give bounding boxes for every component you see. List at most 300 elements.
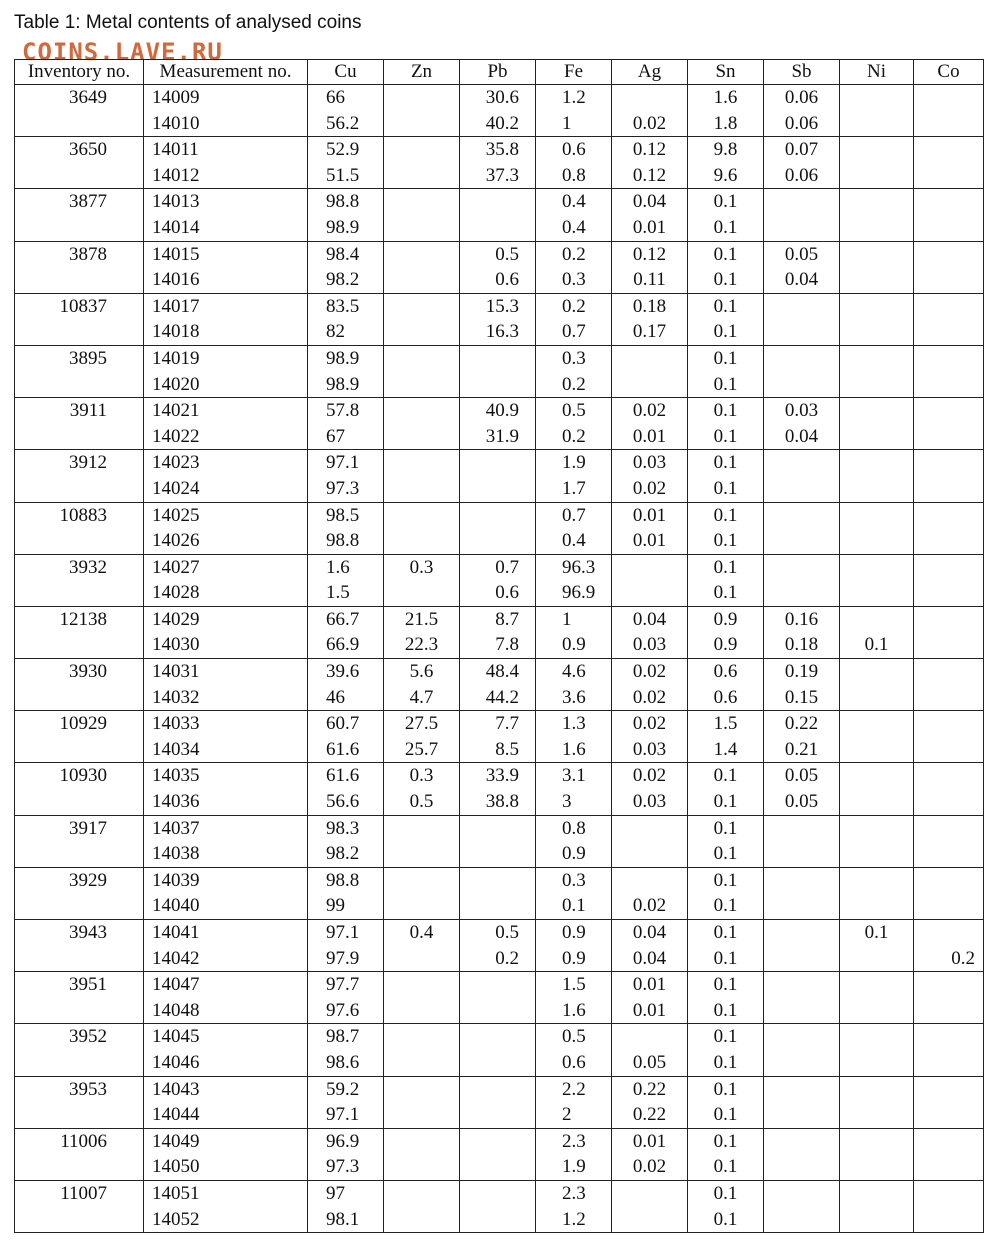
cell-pb: 40.9 [460,398,536,424]
cell-co [914,319,984,345]
cell-measurement: 14052 [144,1207,308,1233]
cell-measurement: 14013 [144,189,308,215]
cell-co [914,972,984,998]
cell-sb: 0.05 [764,763,840,789]
table-row [15,763,984,789]
cell-fe: 0.2 [536,241,612,267]
cell-inventory: 3650 [15,137,144,163]
cell-pb: 30.6 [460,85,536,111]
cell-cu: 97.7 [308,972,384,998]
cell-pb [460,450,536,476]
cell-zn [384,867,460,893]
cell-cu: 98.2 [308,267,384,293]
cell-sn: 0.1 [688,554,764,580]
cell-inventory: 3929 [15,867,144,893]
cell-pb [460,1180,536,1206]
cell-measurement: 14017 [144,293,308,319]
cell-measurement: 14051 [144,1180,308,1206]
cell-ni [840,372,914,398]
cell-pb [460,502,536,528]
cell-fe: 3 [536,789,612,815]
table-row [15,632,984,658]
cell-ni [840,946,914,972]
cell-inventory [15,1050,144,1076]
cell-cu: 98.1 [308,1207,384,1233]
cell-co [914,424,984,450]
cell-zn [384,528,460,554]
cell-sb: 0.22 [764,711,840,737]
table-row [15,1154,984,1180]
cell-sn: 1.5 [688,711,764,737]
cell-sn: 0.1 [688,789,764,815]
cell-zn [384,111,460,137]
cell-ag [612,815,688,841]
cell-ni [840,580,914,606]
cell-ni [840,659,914,685]
cell-fe: 0.3 [536,267,612,293]
cell-inventory: 3930 [15,659,144,685]
cell-zn [384,893,460,919]
cell-cu: 56.6 [308,789,384,815]
cell-measurement: 14038 [144,841,308,867]
cell-fe: 0.3 [536,867,612,893]
table-row [15,659,984,685]
cell-zn [384,815,460,841]
cell-sb: 0.04 [764,424,840,450]
cell-measurement: 14027 [144,554,308,580]
cell-fe: 96.3 [536,554,612,580]
cell-sn: 0.1 [688,293,764,319]
cell-ni [840,737,914,763]
cell-ni [840,1102,914,1128]
cell-sn: 0.1 [688,1076,764,1102]
cell-cu: 97.3 [308,476,384,502]
cell-fe: 0.8 [536,815,612,841]
cell-sn: 9.6 [688,163,764,189]
cell-cu: 97.3 [308,1154,384,1180]
cell-fe: 0.6 [536,137,612,163]
cell-zn [384,215,460,241]
cell-pb: 7.8 [460,632,536,658]
cell-inventory: 11006 [15,1128,144,1154]
table-row [15,137,984,163]
cell-cu: 59.2 [308,1076,384,1102]
cell-cu: 98.4 [308,241,384,267]
cell-cu: 46 [308,685,384,711]
cell-ag: 0.03 [612,632,688,658]
cell-sn: 0.1 [688,319,764,345]
cell-measurement: 14039 [144,867,308,893]
table-row [15,711,984,737]
cell-zn [384,398,460,424]
cell-sb [764,972,840,998]
cell-co [914,267,984,293]
cell-zn [384,580,460,606]
cell-ni [840,867,914,893]
cell-zn [384,137,460,163]
cell-co [914,867,984,893]
cell-fe: 0.4 [536,528,612,554]
cell-inventory: 3878 [15,241,144,267]
cell-cu: 97.9 [308,946,384,972]
cell-cu: 98.9 [308,345,384,371]
cell-sn: 0.1 [688,372,764,398]
cell-cu: 61.6 [308,763,384,789]
cell-inventory: 3953 [15,1076,144,1102]
cell-cu: 98.8 [308,867,384,893]
cell-pb: 16.3 [460,319,536,345]
cell-co [914,137,984,163]
table-row [15,815,984,841]
cell-fe: 0.7 [536,502,612,528]
cell-cu: 97.1 [308,1102,384,1128]
cell-fe: 1.3 [536,711,612,737]
cell-cu: 39.6 [308,659,384,685]
cell-pb [460,1024,536,1050]
cell-zn [384,476,460,502]
cell-sn: 0.1 [688,345,764,371]
cell-cu: 99 [308,893,384,919]
cell-cu: 97.1 [308,920,384,946]
cell-inventory [15,528,144,554]
cell-ni [840,241,914,267]
table-row [15,1050,984,1076]
cell-cu: 98.2 [308,841,384,867]
cell-inventory [15,424,144,450]
cell-co [914,528,984,554]
cell-ag: 0.03 [612,737,688,763]
cell-measurement: 14029 [144,606,308,632]
cell-sb [764,450,840,476]
col-header-measurement: Measurement no. [144,60,308,85]
cell-co [914,632,984,658]
cell-pb: 40.2 [460,111,536,137]
cell-cu: 96.9 [308,1128,384,1154]
cell-ag: 0.17 [612,319,688,345]
table-row [15,398,984,424]
col-header-ag: Ag [612,60,688,85]
cell-zn [384,1102,460,1128]
cell-ni [840,1207,914,1233]
cell-inventory [15,789,144,815]
cell-co [914,189,984,215]
cell-pb: 0.7 [460,554,536,580]
cell-sb [764,319,840,345]
cell-co [914,398,984,424]
cell-sb: 0.07 [764,137,840,163]
cell-ni [840,398,914,424]
table-row [15,502,984,528]
table-row [15,372,984,398]
cell-co: 0.2 [914,946,984,972]
cell-ag: 0.02 [612,398,688,424]
cell-zn [384,189,460,215]
cell-zn [384,293,460,319]
cell-inventory: 3911 [15,398,144,424]
cell-sn: 0.1 [688,893,764,919]
cell-ag: 0.04 [612,189,688,215]
cell-ag [612,580,688,606]
cell-measurement: 14033 [144,711,308,737]
cell-ni [840,85,914,111]
cell-sn: 0.1 [688,763,764,789]
table-body [15,85,984,1233]
cell-sn: 1.8 [688,111,764,137]
cell-inventory [15,476,144,502]
cell-cu: 98.8 [308,189,384,215]
table-row [15,580,984,606]
cell-sb [764,502,840,528]
cell-cu: 51.5 [308,163,384,189]
cell-zn [384,972,460,998]
cell-fe: 0.9 [536,946,612,972]
cell-measurement: 14030 [144,632,308,658]
cell-cu: 98.3 [308,815,384,841]
cell-ag: 0.01 [612,972,688,998]
cell-measurement: 14045 [144,1024,308,1050]
cell-ni [840,319,914,345]
table-row [15,476,984,502]
cell-zn [384,998,460,1024]
cell-pb [460,1102,536,1128]
table-row [15,737,984,763]
cell-sb [764,893,840,919]
cell-measurement: 14040 [144,893,308,919]
cell-co [914,450,984,476]
cell-co [914,920,984,946]
cell-sn: 0.1 [688,1050,764,1076]
cell-ag: 0.22 [612,1076,688,1102]
cell-co [914,1024,984,1050]
cell-cu: 52.9 [308,137,384,163]
cell-ag [612,554,688,580]
cell-sn: 0.1 [688,1128,764,1154]
cell-inventory [15,580,144,606]
cell-cu: 66.7 [308,606,384,632]
cell-sb [764,528,840,554]
cell-zn [384,841,460,867]
cell-pb: 38.8 [460,789,536,815]
cell-pb [460,189,536,215]
cell-zn: 0.3 [384,763,460,789]
table-row [15,215,984,241]
cell-fe: 0.4 [536,215,612,241]
cell-co [914,476,984,502]
table-row [15,267,984,293]
cell-pb: 0.5 [460,920,536,946]
cell-inventory: 10929 [15,711,144,737]
cell-zn: 0.3 [384,554,460,580]
cell-sb [764,1180,840,1206]
cell-fe: 0.2 [536,424,612,450]
cell-measurement: 14020 [144,372,308,398]
cell-inventory [15,163,144,189]
cell-ni [840,345,914,371]
cell-inventory [15,1154,144,1180]
table-row [15,893,984,919]
cell-sb: 0.21 [764,737,840,763]
cell-fe: 2.3 [536,1180,612,1206]
cell-zn [384,85,460,111]
cell-co [914,789,984,815]
cell-inventory [15,893,144,919]
cell-zn: 21.5 [384,606,460,632]
cell-fe: 1.6 [536,737,612,763]
cell-sn: 0.1 [688,450,764,476]
cell-cu: 1.6 [308,554,384,580]
cell-ni [840,815,914,841]
cell-ag [612,841,688,867]
cell-fe: 2.2 [536,1076,612,1102]
col-header-fe: Fe [536,60,612,85]
cell-pb: 44.2 [460,685,536,711]
cell-measurement: 14050 [144,1154,308,1180]
cell-pb: 48.4 [460,659,536,685]
col-header-ni: Ni [840,60,914,85]
cell-pb [460,867,536,893]
cell-zn [384,424,460,450]
cell-zn: 0.5 [384,789,460,815]
cell-inventory: 3952 [15,1024,144,1050]
cell-sn: 0.6 [688,685,764,711]
cell-measurement: 14023 [144,450,308,476]
table-row [15,920,984,946]
cell-zn [384,345,460,371]
cell-co [914,215,984,241]
cell-ag: 0.02 [612,1154,688,1180]
cell-fe: 1.5 [536,972,612,998]
cell-pb [460,815,536,841]
cell-sb [764,1102,840,1128]
cell-sb [764,841,840,867]
cell-sn: 0.1 [688,1024,764,1050]
cell-sb [764,345,840,371]
cell-sb: 0.15 [764,685,840,711]
cell-sn: 0.1 [688,528,764,554]
cell-ag: 0.12 [612,241,688,267]
cell-sn: 0.1 [688,998,764,1024]
cell-ag [612,1024,688,1050]
cell-fe: 0.5 [536,1024,612,1050]
cell-zn [384,1050,460,1076]
cell-ni [840,424,914,450]
cell-fe: 0.7 [536,319,612,345]
cell-inventory [15,267,144,293]
cell-measurement: 14021 [144,398,308,424]
cell-co [914,998,984,1024]
cell-measurement: 14031 [144,659,308,685]
cell-inventory [15,685,144,711]
cell-measurement: 14037 [144,815,308,841]
cell-measurement: 14036 [144,789,308,815]
cell-inventory [15,946,144,972]
cell-co [914,1180,984,1206]
cell-co [914,372,984,398]
table-row [15,319,984,345]
cell-sn: 0.1 [688,972,764,998]
cell-ag [612,1207,688,1233]
table-row [15,293,984,319]
cell-fe: 0.6 [536,1050,612,1076]
table-row [15,972,984,998]
cell-sn: 0.1 [688,241,764,267]
cell-co [914,841,984,867]
cell-ni [840,554,914,580]
cell-pb [460,1128,536,1154]
cell-cu: 98.8 [308,528,384,554]
cell-co [914,815,984,841]
cell-sn: 0.1 [688,815,764,841]
cell-ag: 0.12 [612,137,688,163]
cell-zn [384,1207,460,1233]
cell-ag: 0.02 [612,711,688,737]
cell-fe: 0.9 [536,841,612,867]
cell-measurement: 14015 [144,241,308,267]
cell-inventory [15,111,144,137]
cell-zn: 4.7 [384,685,460,711]
table-row [15,1076,984,1102]
cell-pb: 35.8 [460,137,536,163]
cell-pb: 31.9 [460,424,536,450]
cell-sb: 0.05 [764,241,840,267]
cell-sb [764,372,840,398]
cell-pb [460,1076,536,1102]
cell-co [914,1128,984,1154]
cell-fe: 96.9 [536,580,612,606]
table-row [15,841,984,867]
cell-sb [764,215,840,241]
cell-fe: 2.3 [536,1128,612,1154]
cell-pb: 33.9 [460,763,536,789]
table-row [15,241,984,267]
cell-fe: 0.2 [536,293,612,319]
cell-ni [840,137,914,163]
cell-ni [840,163,914,189]
cell-ni [840,1024,914,1050]
cell-fe: 2 [536,1102,612,1128]
cell-measurement: 14014 [144,215,308,241]
cell-zn [384,946,460,972]
cell-co [914,580,984,606]
cell-sn: 9.8 [688,137,764,163]
cell-cu: 97.1 [308,450,384,476]
cell-pb [460,215,536,241]
cell-pb [460,476,536,502]
cell-zn [384,450,460,476]
cell-pb [460,372,536,398]
cell-ag: 0.02 [612,476,688,502]
cell-co [914,85,984,111]
cell-fe: 0.1 [536,893,612,919]
table-row [15,163,984,189]
table-row [15,606,984,632]
cell-measurement: 14028 [144,580,308,606]
cell-ag [612,85,688,111]
cell-measurement: 14010 [144,111,308,137]
cell-ag: 0.18 [612,293,688,319]
cell-sn: 0.6 [688,659,764,685]
table-row [15,1024,984,1050]
table-caption: Table 1: Metal contents of analysed coins [14,12,362,33]
table-row [15,111,984,137]
cell-sn: 0.1 [688,920,764,946]
cell-pb [460,972,536,998]
cell-cu: 83.5 [308,293,384,319]
cell-ag: 0.22 [612,1102,688,1128]
cell-fe: 0.4 [536,189,612,215]
cell-ni [840,528,914,554]
cell-cu: 56.2 [308,111,384,137]
